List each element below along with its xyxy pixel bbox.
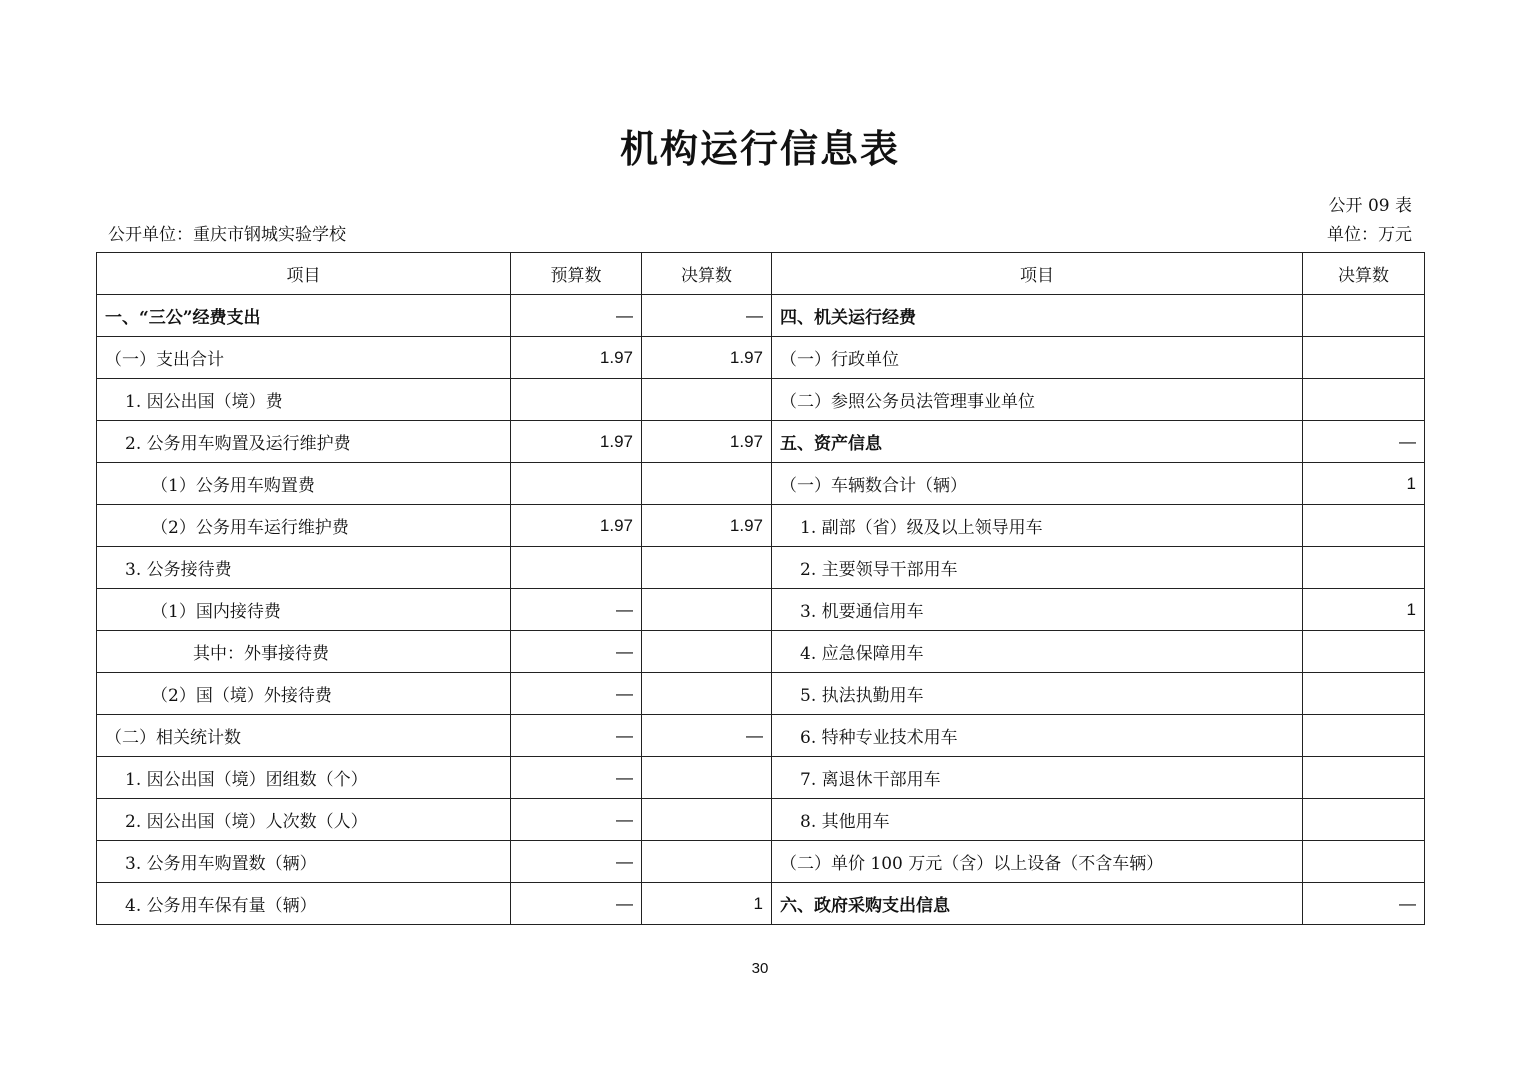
right-final-value — [1303, 379, 1425, 421]
header-item-right: 项目 — [772, 253, 1303, 295]
final-value — [642, 757, 772, 799]
final-value: — — [642, 295, 772, 337]
right-item: （一）行政单位 — [772, 337, 1303, 379]
right-item: （二）参照公务员法管理事业单位 — [772, 379, 1303, 421]
budget-value: — — [511, 757, 642, 799]
budget-value: — — [511, 715, 642, 757]
budget-value — [511, 379, 642, 421]
table-row — [97, 883, 1425, 925]
final-value: — — [642, 715, 772, 757]
budget-value: 1.97 — [511, 337, 642, 379]
final-value — [642, 841, 772, 883]
left-item: （1）公务用车购置费 — [97, 463, 511, 505]
table-row — [97, 589, 1425, 631]
budget-value: 1.97 — [511, 421, 642, 463]
left-item: 3. 公务接待费 — [97, 547, 511, 589]
table-row — [97, 547, 1425, 589]
budget-value: — — [511, 631, 642, 673]
budget-value: — — [511, 589, 642, 631]
table-row — [97, 673, 1425, 715]
final-value — [642, 589, 772, 631]
final-value: 1.97 — [642, 505, 772, 547]
left-item: （二）相关统计数 — [97, 715, 511, 757]
budget-value: — — [511, 799, 642, 841]
final-value — [642, 463, 772, 505]
table-row — [97, 295, 1425, 337]
final-value — [642, 379, 772, 421]
table-row — [97, 631, 1425, 673]
right-final-value: 1 — [1303, 589, 1425, 631]
table-row — [97, 715, 1425, 757]
final-value: 1 — [642, 883, 772, 925]
budget-value: — — [511, 883, 642, 925]
right-item: （二）单价 100 万元（含）以上设备（不含车辆） — [772, 841, 1303, 883]
right-item: 六、政府采购支出信息 — [772, 883, 1303, 925]
publishing-unit: 公开单位：重庆市钢城实验学校 — [108, 225, 346, 245]
header-final-right: 决算数 — [1303, 253, 1425, 295]
right-final-value — [1303, 841, 1425, 883]
budget-value — [511, 547, 642, 589]
table-row — [97, 421, 1425, 463]
right-final-value — [1303, 505, 1425, 547]
final-value — [642, 631, 772, 673]
right-final-value — [1303, 337, 1425, 379]
budget-value: — — [511, 295, 642, 337]
table-row — [97, 841, 1425, 883]
budget-value: — — [511, 673, 642, 715]
right-final-value — [1303, 799, 1425, 841]
header-item-left: 项目 — [97, 253, 511, 295]
right-item: 7. 离退休干部用车 — [772, 757, 1303, 799]
right-final-value — [1303, 715, 1425, 757]
left-item: （一）支出合计 — [97, 337, 511, 379]
right-item: 1. 副部（省）级及以上领导用车 — [772, 505, 1303, 547]
info-table — [96, 252, 1425, 925]
right-item: 五、资产信息 — [772, 421, 1303, 463]
left-item: （2）国（境）外接待费 — [97, 673, 511, 715]
header-final: 决算数 — [642, 253, 772, 295]
final-value — [642, 547, 772, 589]
left-item: 2. 公务用车购置及运行维护费 — [97, 421, 511, 463]
right-item: （一）车辆数合计（辆） — [772, 463, 1303, 505]
budget-value: — — [511, 841, 642, 883]
right-final-value: — — [1303, 421, 1425, 463]
left-item: 2. 因公出国（境）人次数（人） — [97, 799, 511, 841]
header-budget: 预算数 — [511, 253, 642, 295]
final-value: 1.97 — [642, 421, 772, 463]
right-item: 4. 应急保障用车 — [772, 631, 1303, 673]
form-number: 公开 09 表 — [1328, 196, 1412, 216]
right-item: 2. 主要领导干部用车 — [772, 547, 1303, 589]
left-item: 1. 因公出国（境）团组数（个） — [97, 757, 511, 799]
left-item: （2）公务用车运行维护费 — [97, 505, 511, 547]
final-value — [642, 799, 772, 841]
right-final-value — [1303, 673, 1425, 715]
right-final-value — [1303, 757, 1425, 799]
right-item: 四、机关运行经费 — [772, 295, 1303, 337]
page-title: 机构运行信息表 — [619, 127, 900, 171]
table-row — [97, 757, 1425, 799]
right-final-value — [1303, 295, 1425, 337]
left-item: 一、“三公”经费支出 — [97, 295, 511, 337]
right-item: 5. 执法执勤用车 — [772, 673, 1303, 715]
left-item: 其中：外事接待费 — [97, 631, 511, 673]
table-row — [97, 799, 1425, 841]
left-item: 4. 公务用车保有量（辆） — [97, 883, 511, 925]
budget-value — [511, 463, 642, 505]
right-item: 8. 其他用车 — [772, 799, 1303, 841]
left-item: 3. 公务用车购置数（辆） — [97, 841, 511, 883]
page-number: 30 — [751, 960, 769, 977]
right-item: 6. 特种专业技术用车 — [772, 715, 1303, 757]
right-final-value: 1 — [1303, 463, 1425, 505]
currency-unit: 单位：万元 — [1327, 225, 1412, 245]
left-item: 1. 因公出国（境）费 — [97, 379, 511, 421]
table-row — [97, 505, 1425, 547]
right-final-value: — — [1303, 883, 1425, 925]
right-final-value — [1303, 631, 1425, 673]
final-value: 1.97 — [642, 337, 772, 379]
right-final-value — [1303, 547, 1425, 589]
budget-value: 1.97 — [511, 505, 642, 547]
table-row — [97, 337, 1425, 379]
left-item: （1）国内接待费 — [97, 589, 511, 631]
final-value — [642, 673, 772, 715]
table-row — [97, 379, 1425, 421]
table-row — [97, 463, 1425, 505]
right-item: 3. 机要通信用车 — [772, 589, 1303, 631]
table-header-row — [97, 253, 1425, 295]
